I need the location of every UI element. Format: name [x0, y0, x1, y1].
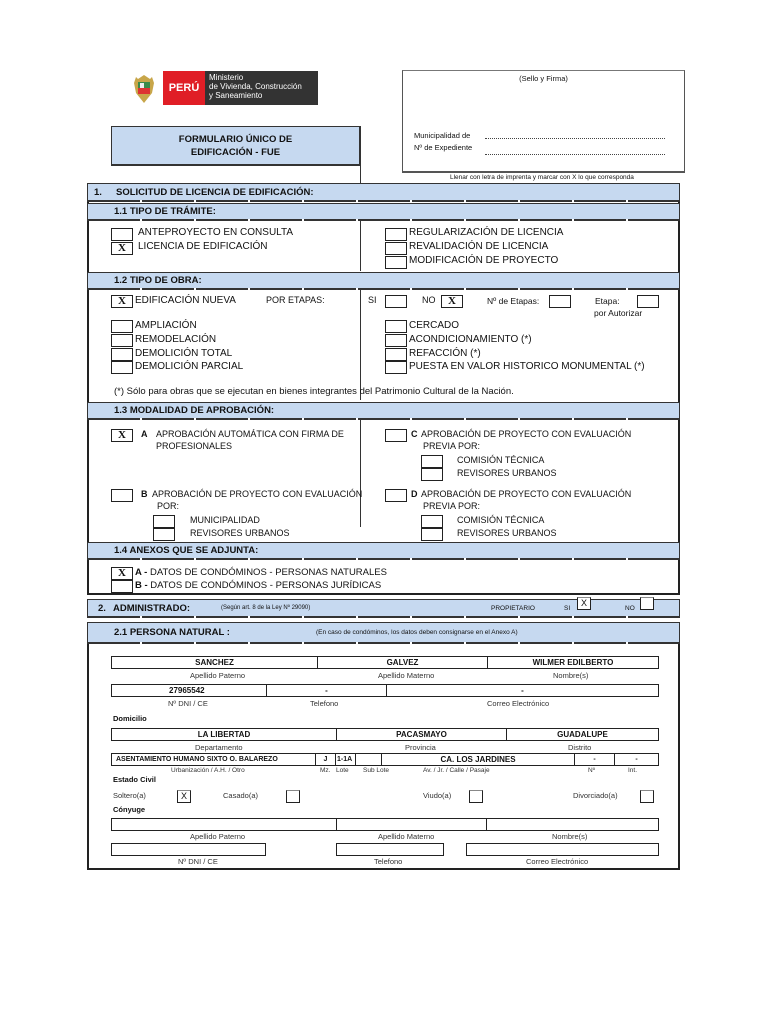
anexos-title: 1.4 ANEXOS QUE SE ADJUNTA: — [114, 545, 259, 556]
section2-header — [87, 599, 680, 618]
modalidad-title: 1.3 MODALIDAD DE APROBACIÓN: — [114, 405, 275, 416]
modalidad-c-comision-label: COMISIÓN TÉCNICA — [457, 455, 545, 465]
provincia-caption: Provincia — [405, 743, 436, 752]
conyuge-telefono-caption: Telefono — [374, 857, 403, 866]
dni-caption: Nº DNI / CE — [168, 699, 208, 708]
persona-natural-title: 2.1 PERSONA NATURAL : — [114, 627, 230, 638]
provincia-input[interactable]: PACASMAYO — [337, 729, 507, 740]
distrito-caption: Distrito — [568, 743, 592, 752]
lote-caption: Lote — [336, 767, 349, 774]
numero-caption: Nº — [588, 767, 596, 774]
modalidad-b-checkbox[interactable] — [111, 489, 133, 502]
urbanizacion-caption: Urbanización / A.H. / Otro — [171, 767, 245, 774]
divider — [360, 126, 361, 186]
ministry-line3: y Saneamiento — [209, 91, 263, 100]
apellido-paterno-caption: Apellido Paterno — [190, 671, 246, 680]
modalidad-a-line2: PROFESIONALES — [156, 441, 233, 451]
contacto-row — [111, 684, 659, 697]
revalidacion-label: REVALIDACIÓN DE LICENCIA — [409, 241, 549, 252]
lote-input[interactable]: 1-1A — [336, 754, 356, 765]
anexo-a-label — [135, 567, 387, 578]
casado-checkbox[interactable] — [286, 790, 300, 803]
section1-header — [87, 183, 680, 202]
regularizacion-checkbox[interactable] — [385, 228, 407, 241]
sublote-caption: Sub Lote — [363, 767, 390, 774]
demolicion-parcial-label: DEMOLICIÓN PARCIAL — [135, 361, 244, 372]
persona-natural-note: (En caso de condóminos, los datos deben consignarse en el Anexo A) — [316, 629, 518, 636]
etapa-label: Etapa: — [595, 296, 620, 306]
estado-civil-label: Estado Civil — [113, 775, 156, 784]
apellido-paterno-input[interactable]: SANCHEZ — [112, 657, 318, 668]
modalidad-b-line1: APROBACIÓN DE PROYECTO CON EVALUACIÓN — [152, 489, 363, 499]
modalidad-d-revisores-checkbox[interactable] — [421, 528, 443, 541]
etapas-no-checkbox[interactable]: X — [441, 295, 463, 308]
modalidad-c-line1: APROBACIÓN DE PROYECTO CON EVALUACIÓN — [421, 429, 632, 439]
cercado-label: CERCADO — [409, 320, 460, 331]
etapa-input[interactable] — [637, 295, 659, 308]
revalidacion-checkbox[interactable] — [385, 242, 407, 255]
expediente-label: Nº de Expediente — [414, 143, 473, 152]
propietario-no-checkbox[interactable] — [640, 597, 654, 610]
ampliacion-checkbox[interactable] — [111, 320, 133, 333]
ministry-logo — [205, 71, 318, 105]
modalidad-d-line2: PREVIA POR: — [423, 501, 481, 511]
acondicionamiento-label: ACONDICIONAMIENTO (*) — [409, 334, 532, 345]
telefono-caption: Telefono — [310, 699, 339, 708]
peru-logo: PERÚ — [163, 71, 205, 105]
refaccion-label: REFACCIÓN (*) — [409, 348, 481, 359]
correo-caption: Correo Electrónico — [487, 699, 550, 708]
nombres-caption: Nombre(s) — [553, 671, 589, 680]
demolicion-parcial-checkbox[interactable] — [111, 361, 133, 374]
conyuge-apellido-materno-input[interactable] — [337, 819, 487, 830]
modificacion-label: MODIFICACIÓN DE PROYECTO — [409, 255, 559, 266]
licencia-edificacion-label: LICENCIA DE EDIFICACIÓN — [138, 241, 268, 252]
si-label: SI — [368, 295, 377, 305]
municipalidad-label: Municipalidad de — [414, 131, 471, 140]
soltero-label: Soltero(a) — [113, 791, 146, 800]
anexo-b-prefix: B - — [135, 580, 148, 591]
dni-input[interactable]: 27965542 — [112, 685, 267, 696]
modalidad-header — [87, 402, 680, 420]
distrito-input[interactable]: GUADALUPE — [557, 730, 608, 739]
instructions: Llenar con letra de imprenta y marcar con X lo que corresponda — [450, 174, 634, 181]
departamento-caption: Departamento — [195, 743, 243, 752]
demolicion-total-label: DEMOLICIÓN TOTAL — [135, 348, 233, 359]
form-title — [111, 126, 360, 166]
ministry-line2: de Vivienda, Construcción — [209, 82, 302, 91]
tipo-obra-header — [87, 272, 680, 290]
anexo-b-text: DATOS DE CONDÓMINOS - PERSONAS JURÍDICAS — [147, 580, 382, 591]
section2-number: 2. — [98, 602, 106, 614]
remodelacion-label: REMODELACIÓN — [135, 334, 217, 345]
tipo-obra-title: 1.2 TIPO DE OBRA: — [114, 275, 202, 286]
interior-input[interactable]: - — [635, 756, 638, 763]
modalidad-c-revisores-label: REVISORES URBANOS — [457, 468, 557, 478]
anexo-b-checkbox[interactable] — [111, 580, 133, 593]
modalidad-b-revisores-checkbox[interactable] — [153, 528, 175, 541]
propietario-no-label: NO — [625, 604, 635, 612]
nombres-row — [111, 656, 659, 669]
modalidad-c-line2: PREVIA POR: — [423, 441, 481, 451]
direccion-row — [111, 753, 659, 766]
modalidad-b-line2: POR: — [157, 501, 180, 511]
remodelacion-checkbox[interactable] — [111, 334, 133, 347]
modalidad-c-comision-checkbox[interactable] — [421, 455, 443, 468]
modalidad-b-letter: B — [141, 489, 148, 499]
divider — [360, 290, 361, 400]
casado-label: Casado(a) — [223, 791, 259, 800]
num-etapas-input[interactable] — [549, 295, 571, 308]
mz-input[interactable]: J — [316, 754, 336, 765]
propietario-si-checkbox[interactable]: X — [577, 597, 591, 610]
conyuge-correo-caption: Correo Electrónico — [526, 857, 589, 866]
anteproyecto-checkbox[interactable] — [111, 228, 133, 241]
conyuge-apellido-paterno-input[interactable] — [112, 819, 337, 830]
domicilio-label: Domicilio — [113, 714, 147, 723]
interior-caption: Int. — [628, 767, 638, 774]
correo-input[interactable]: - — [521, 686, 524, 695]
anexos-header — [87, 542, 680, 560]
modalidad-a-letter: A — [141, 429, 148, 439]
apellido-materno-input[interactable]: GALVEZ — [318, 657, 488, 668]
telefono-input[interactable]: - — [267, 685, 387, 696]
conyuge-apellido-paterno-caption: Apellido Paterno — [190, 832, 246, 841]
conyuge-label: Cónyuge — [113, 805, 146, 814]
soltero-checkbox[interactable]: X — [177, 790, 191, 803]
nombres-input[interactable]: WILMER EDILBERTO — [532, 658, 614, 667]
conyuge-dni-input[interactable] — [111, 843, 266, 856]
anexo-a-text: DATOS DE CONDÓMINOS - PERSONAS NATURALES — [147, 567, 387, 578]
modalidad-a-line1: APROBACIÓN AUTOMÁTICA CON FIRMA DE — [156, 429, 344, 439]
modalidad-d-comision-checkbox[interactable] — [421, 515, 443, 528]
puesta-en-valor-label: PUESTA EN VALOR HISTORICO MONUMENTAL (*) — [409, 361, 645, 372]
edificacion-nueva-checkbox[interactable]: X — [111, 295, 133, 308]
cercado-checkbox[interactable] — [385, 320, 407, 333]
modalidad-b-revisores-label: REVISORES URBANOS — [190, 528, 290, 538]
puesta-en-valor-checkbox[interactable] — [385, 361, 407, 374]
modalidad-d-letter: D — [411, 489, 418, 499]
anteproyecto-label: ANTEPROYECTO EN CONSULTA — [138, 227, 294, 238]
section2-title: ADMINISTRADO: — [113, 602, 191, 614]
conyuge-correo-input[interactable] — [466, 843, 659, 856]
persona-natural-header — [87, 622, 680, 644]
departamento-input[interactable]: LA LIBERTAD — [112, 729, 337, 740]
demolicion-total-checkbox[interactable] — [111, 348, 133, 361]
urbanizacion-input[interactable]: ASENTAMIENTO HUMANO SIXTO O. BALAREZO — [112, 754, 316, 765]
viudo-label: Viudo(a) — [423, 791, 452, 800]
regularizacion-label: REGULARIZACIÓN DE LICENCIA — [409, 227, 564, 238]
section1-body — [87, 202, 680, 595]
conyuge-dni-caption: Nº DNI / CE — [178, 857, 218, 866]
anexo-a-checkbox[interactable]: X — [111, 567, 133, 580]
modalidad-c-letter: C — [411, 429, 418, 439]
num-etapas-label: Nº de Etapas: — [487, 296, 540, 306]
modificacion-checkbox[interactable] — [385, 256, 407, 269]
modalidad-d-revisores-label: REVISORES URBANOS — [457, 528, 557, 538]
viudo-checkbox[interactable] — [469, 790, 483, 803]
section1-title: SOLICITUD DE LICENCIA DE EDIFICACIÓN: — [116, 186, 314, 198]
por-etapas-label: POR ETAPAS: — [266, 295, 325, 305]
edificacion-nueva-label: EDIFICACIÓN NUEVA — [135, 295, 236, 306]
refaccion-checkbox[interactable] — [385, 348, 407, 361]
conyuge-nombres-row — [111, 818, 659, 831]
divider — [360, 221, 361, 271]
etapas-si-checkbox[interactable] — [385, 295, 407, 308]
modalidad-d-comision-label: COMISIÓN TÉCNICA — [457, 515, 545, 525]
divider — [360, 420, 361, 527]
conyuge-telefono-input[interactable] — [336, 843, 444, 856]
tipo-tramite-title: 1.1 TIPO DE TRÁMITE: — [114, 206, 216, 217]
conyuge-nombres-caption: Nombre(s) — [552, 832, 588, 841]
tipo-tramite-header — [87, 203, 680, 221]
modalidad-d-checkbox[interactable] — [385, 489, 407, 502]
modalidad-b-municipalidad-label: MUNICIPALIDAD — [190, 515, 260, 525]
modalidad-c-checkbox[interactable] — [385, 429, 407, 442]
modalidad-b-municipalidad-checkbox[interactable] — [153, 515, 175, 528]
etapa-sub-label: por Autorizar — [594, 308, 643, 318]
stamp-box — [402, 70, 685, 173]
section2-note: (Según art. 8 de la Ley Nº 29090) — [221, 605, 311, 611]
anexo-a-prefix: A - — [135, 567, 148, 578]
calle-input[interactable]: CA. LOS JARDINES — [382, 754, 575, 765]
divorciado-checkbox[interactable] — [640, 790, 654, 803]
municipalidad-input[interactable] — [485, 138, 665, 139]
modalidad-d-line1: APROBACIÓN DE PROYECTO CON EVALUACIÓN — [421, 489, 632, 499]
stamp-label: (Sello y Firma) — [519, 74, 568, 83]
no-label: NO — [422, 295, 436, 305]
section1-number: 1. — [94, 186, 102, 198]
licencia-edificacion-checkbox[interactable]: X — [111, 242, 133, 255]
calle-caption: Av. / Jr. / Calle / Pasaje — [423, 767, 490, 774]
ampliacion-label: AMPLIACIÓN — [135, 320, 197, 331]
ministry-line1: Ministerio — [209, 73, 244, 82]
modalidad-a-checkbox[interactable]: X — [111, 429, 133, 442]
numero-input[interactable]: - — [575, 754, 615, 765]
conyuge-nombres-input[interactable] — [487, 819, 658, 830]
divorciado-label: Divorciado(a) — [573, 791, 618, 800]
propietario-label: PROPIETARIO — [491, 604, 535, 612]
modalidad-c-revisores-checkbox[interactable] — [421, 468, 443, 481]
peru-coat-of-arms-icon — [130, 73, 158, 105]
title-line1: FORMULARIO ÚNICO DE — [178, 134, 293, 145]
propietario-si-label: SI — [564, 604, 571, 612]
apellido-materno-caption: Apellido Materno — [378, 671, 435, 680]
ubicacion-row — [111, 728, 659, 741]
mz-caption: Mz. — [320, 767, 331, 774]
patrimonio-note: (*) Sólo para obras que se ejecutan en bienes integrantes del Patrimonio Cultural de la Nación. — [114, 386, 514, 397]
sublote-input[interactable] — [356, 754, 382, 765]
anexo-b-label — [135, 580, 381, 591]
expediente-input[interactable] — [485, 154, 665, 155]
acondicionamiento-checkbox[interactable] — [385, 334, 407, 347]
title-line2: EDIFICACIÓN - FUE — [190, 147, 281, 158]
conyuge-apellido-materno-caption: Apellido Materno — [378, 832, 435, 841]
